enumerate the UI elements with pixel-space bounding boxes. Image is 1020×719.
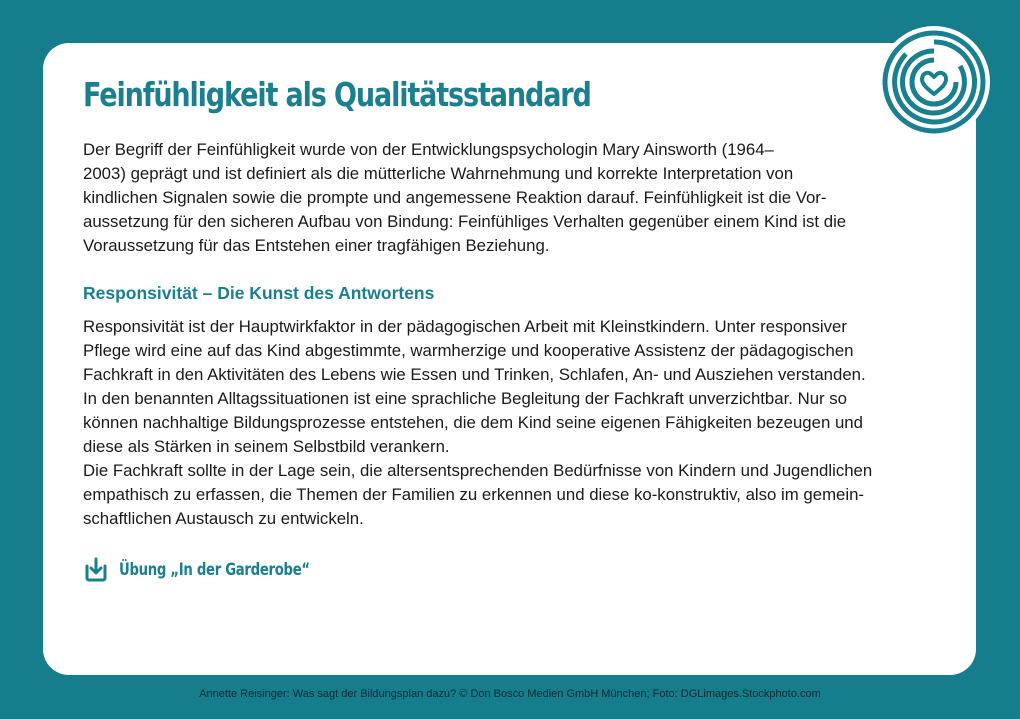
section-heading: Responsivität – Die Kunst des Antwortens [83, 283, 435, 303]
exercise-link-label: Übung „In der Garderobe“ [119, 560, 310, 580]
download-arrow-icon [83, 557, 109, 583]
content-card [43, 43, 976, 675]
text-line: aussetzung für den sicheren Aufbau von Bindung: Feinfühliges Verhalten gegenüber einem Kind ist die [83, 212, 847, 231]
text-line: können nachhaltige Bildungsprozesse entstehen, die dem Kind seine eigenen Fähigkeiten bezeugen und [83, 413, 863, 432]
section-paragraph [83, 315, 943, 531]
page-title: Feinfühligkeit als Qualitätsstandard [83, 75, 591, 114]
text-line: 2003) geprägt und ist definiert als die mütterliche Wahrnehmung und korrekte Interpretation von [83, 164, 794, 183]
heart-labyrinth-icon [876, 24, 992, 140]
text-line: empathisch zu erfassen, die Themen der Familien zu erkennen und diese ko-konstruktiv, also im gemein- [83, 485, 865, 504]
text-line: Die Fachkraft sollte in der Lage sein, die altersentsprechenden Bedürfnisse von Kindern und Jugendlichen [83, 461, 873, 480]
text-line: Voraussetzung für das Entstehen einer tragfähigen Beziehung. [83, 236, 550, 255]
intro-paragraph [83, 138, 938, 258]
text-line: Responsivität ist der Hauptwirkfaktor in der pädagogischen Arbeit mit Kleinstkindern. Unter responsiver [83, 317, 847, 336]
text-line: In den benannten Alltagssituationen ist eine sprachliche Begleitung der Fachkraft unverzichtbar. Nur so [83, 389, 848, 408]
text-line: Der Begriff der Feinfühligkeit wurde von der Entwicklungspsychologin Mary Ainsworth (1964– [83, 140, 774, 159]
footer-credit: Annette Reisinger: Was sagt der Bildungsplan dazu? © Don Bosco Medien GmbH München; Foto: DGLimages.Stockphoto.com [199, 688, 821, 700]
text-line: kindlichen Signalen sowie die prompte und angemessene Reaktion darauf. Feinfühligkeit ist die Vor- [83, 188, 827, 207]
exercise-link[interactable] [83, 557, 364, 583]
text-line: Pflege wird eine auf das Kind abgestimmte, warmherzige und kooperative Assistenz der pädagogischen [83, 341, 854, 360]
text-line: Fachkraft in den Aktivitäten des Lebens wie Essen und Trinken, Schlafen, An- und Ausziehen verstanden. [83, 365, 866, 384]
text-line: schaftlichen Austausch zu entwickeln. [83, 509, 364, 528]
text-line: diese als Stärken in seinem Selbstbild verankern. [83, 437, 450, 456]
